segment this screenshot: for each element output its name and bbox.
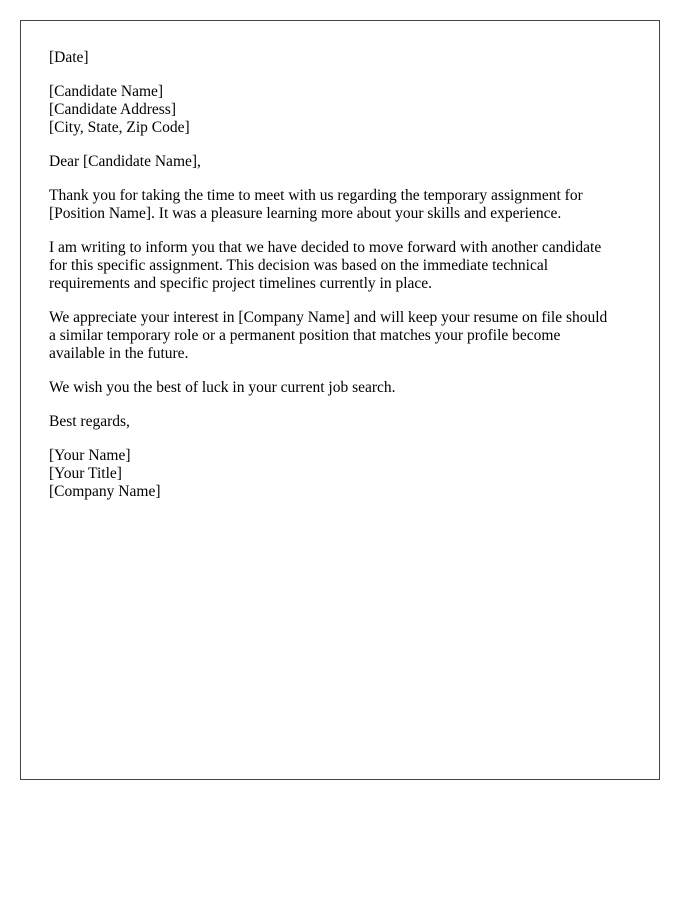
recipient-name: [Candidate Name]: [49, 83, 164, 100]
paragraph-line: Thank you for taking the time to meet with us regarding the temporary assignment for: [49, 187, 583, 204]
paragraph-line: a similar temporary role or a permanent position that matches your profile become: [49, 327, 561, 344]
paragraph-line: We appreciate your interest in [Company Name] and will keep your resume on file should: [49, 309, 608, 326]
recipient-city-state-zip: [City, State, Zip Code]: [49, 119, 190, 136]
paragraph-line: [Position Name]. It was a pleasure learning more about your skills and experience.: [49, 205, 562, 222]
salutation-block: [49, 153, 639, 171]
paragraph-appreciation: [49, 309, 639, 363]
paragraph-decision: [49, 239, 639, 293]
signature-name: [Your Name]: [49, 447, 131, 464]
paragraph-line: We wish you the best of luck in your current job search.: [49, 379, 396, 396]
closing: Best regards,: [49, 413, 130, 430]
paragraph-line: requirements and specific project timelines currently in place.: [49, 275, 433, 292]
letter-page: [20, 20, 660, 780]
signature-block: [49, 447, 639, 501]
paragraph-line: I am writing to inform you that we have decided to move forward with another candidate: [49, 239, 602, 256]
date-block: [49, 49, 639, 67]
letter-body: [49, 49, 639, 517]
paragraph-line: for this specific assignment. This decision was based on the immediate technical: [49, 257, 549, 274]
paragraph-line: available in the future.: [49, 345, 189, 362]
closing-block: [49, 413, 639, 431]
paragraph-wishes: [49, 379, 639, 397]
signature-title: [Your Title]: [49, 465, 122, 482]
paragraph-thanks: [49, 187, 639, 223]
recipient-address: [Candidate Address]: [49, 101, 176, 118]
signature-company: [Company Name]: [49, 483, 161, 500]
recipient-address-block: [49, 83, 639, 137]
letter-date: [Date]: [49, 49, 89, 66]
salutation: Dear [Candidate Name],: [49, 153, 201, 170]
